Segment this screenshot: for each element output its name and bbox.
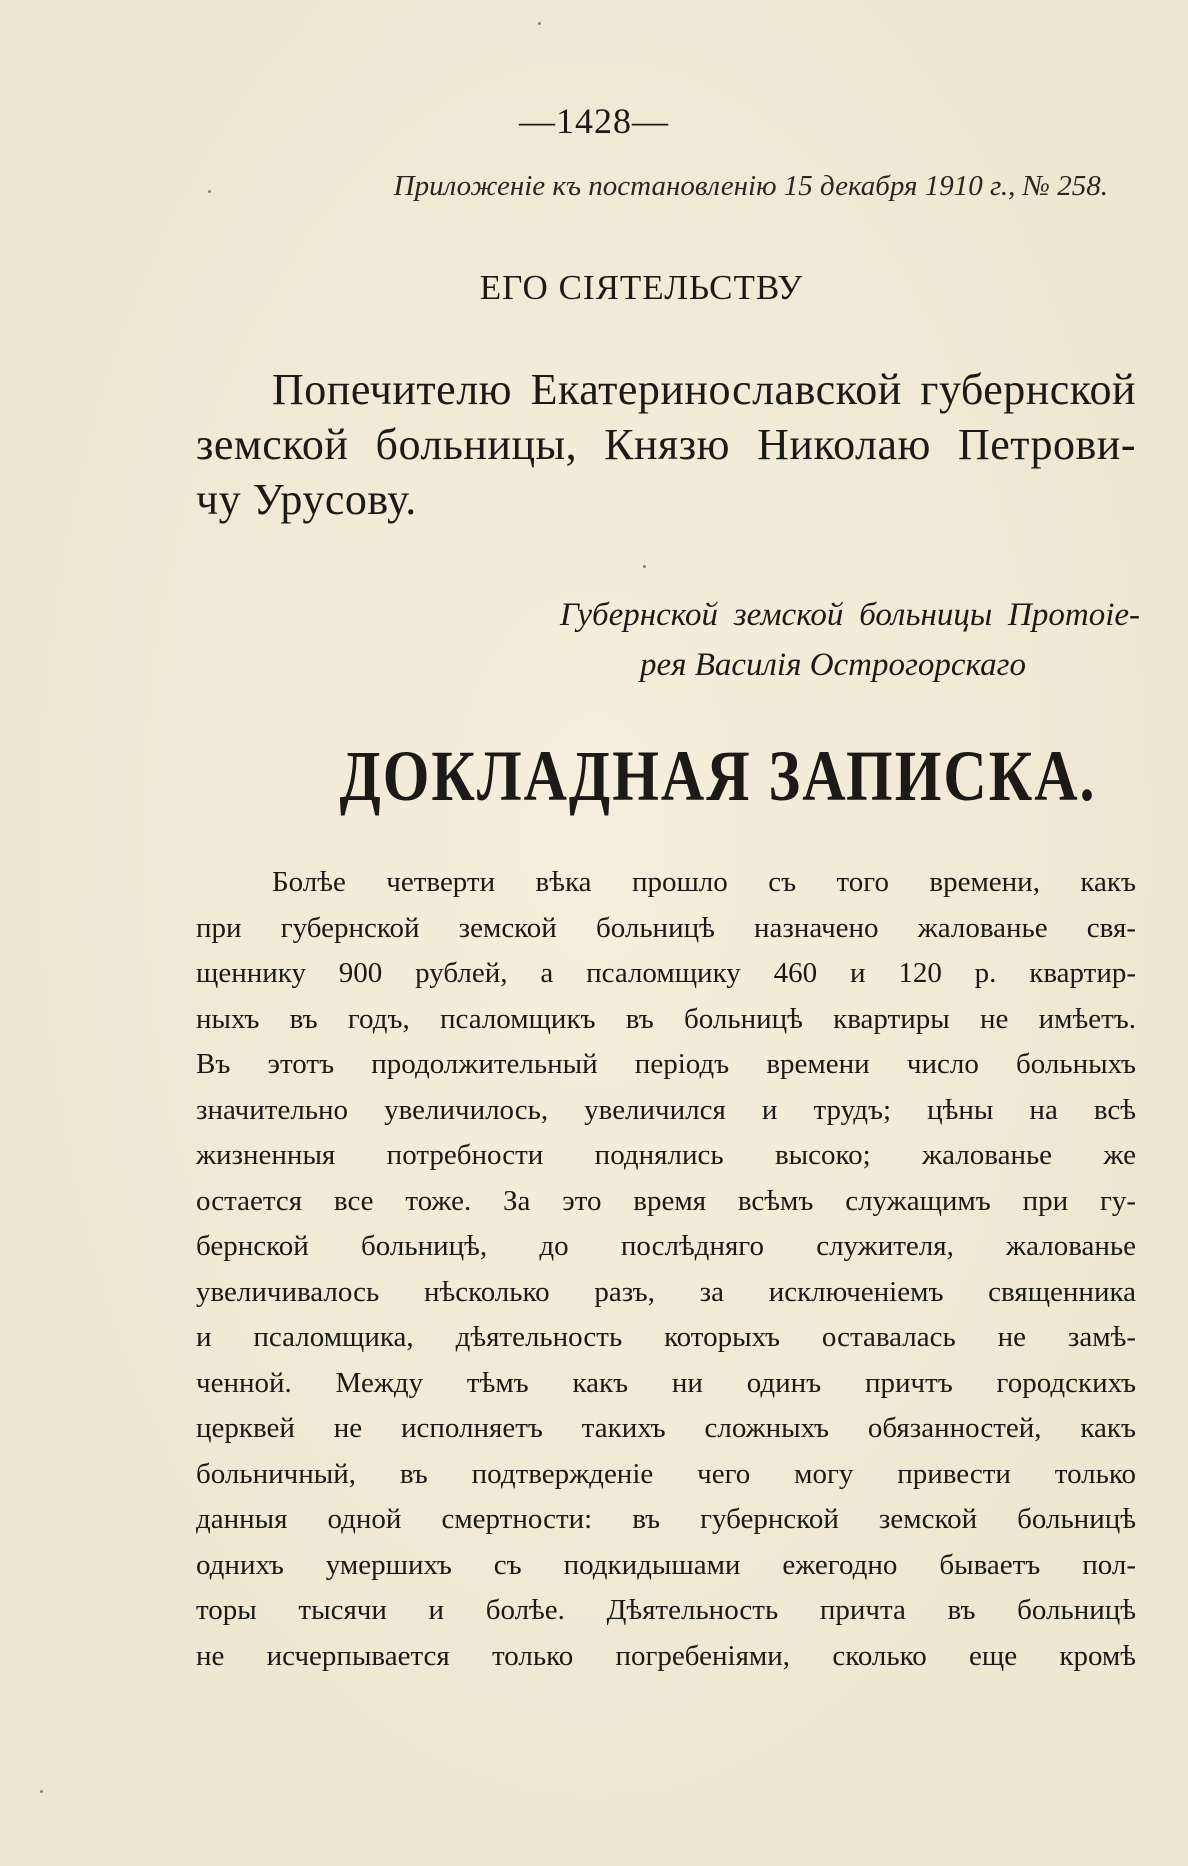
sender-line: Губернской земской больницы Протоіе- <box>560 597 1140 633</box>
body-line: данныя одной смертности: въ губернской земской больницѣ <box>196 1503 1136 1535</box>
body-line: увеличивалось нѣсколько разъ, за исключеніемъ священника <box>196 1275 1136 1308</box>
paper-speck <box>40 1790 43 1793</box>
body-line: щеннику 900 рублей, а псаломщику 460 и 120 р. квартир- <box>196 957 1136 989</box>
body-text <box>196 860 1136 1679</box>
body-line: ныхъ въ годъ, псаломщикъ въ больницѣ квартиры не имѣетъ. <box>196 1002 1136 1035</box>
body-line: Болѣе четверти вѣка прошло съ того времени, какъ <box>272 866 1136 898</box>
body-line: ченной. Между тѣмъ какъ ни одинъ причтъ городскихъ <box>196 1366 1136 1399</box>
paper-speck <box>208 190 211 193</box>
sender-block <box>560 590 1140 690</box>
paper-speck <box>643 565 646 568</box>
addressee-line: Попечителю Екатеринославской губернской <box>272 365 1136 414</box>
appendix-note: Приложеніе къ постановленію 15 декабря 1910 г., № 258. <box>393 170 1108 202</box>
body-line: при губернской земской больницѣ назначено жалованье свя- <box>196 911 1136 944</box>
body-line: церквей не исполняетъ такихъ сложныхъ обязанностей, какъ <box>196 1412 1136 1444</box>
addressee-title: ЕГО СІЯТЕЛЬСТВУ <box>479 268 804 307</box>
body-line: больничный, въ подтвержденіе чего могу привести только <box>196 1457 1136 1490</box>
document-title: ДОКЛАДНАЯ ЗАПИСКА. <box>339 736 1097 816</box>
body-line: Въ этотъ продолжительный періодъ времени число больныхъ <box>196 1048 1136 1080</box>
body-line: остается все тоже. За это время всѣмъ служащимъ при гу- <box>196 1184 1136 1217</box>
body-line: не исчерпывается только погребеніями, сколько еще кромѣ <box>196 1639 1136 1672</box>
body-line: торы тысячи и болѣе. Дѣятельность причта въ больницѣ <box>196 1594 1136 1626</box>
addressee-line: земской больницы, Князю Николаю Петрови- <box>196 420 1136 469</box>
body-line: и псаломщика, дѣятельность которыхъ оставалась не замѣ- <box>196 1321 1136 1353</box>
addressee-line: чу Урусову. <box>196 475 417 524</box>
sender-line: рея Василія Острогорскаго <box>640 647 1027 683</box>
body-line: однихъ умершихъ съ подкидышами ежегодно бываетъ пол- <box>196 1548 1136 1581</box>
paper-speck <box>538 22 541 25</box>
body-line: значительно увеличилось, увеличился и трудъ; цѣны на всѣ <box>196 1093 1136 1126</box>
body-line: жизненныя потребности поднялись высоко; жалованье же <box>196 1139 1136 1171</box>
body-line: бернской больницѣ, до послѣдняго служителя, жалованье <box>196 1230 1136 1262</box>
addressee-block <box>196 362 1136 527</box>
page-number: —1428— <box>519 101 669 141</box>
